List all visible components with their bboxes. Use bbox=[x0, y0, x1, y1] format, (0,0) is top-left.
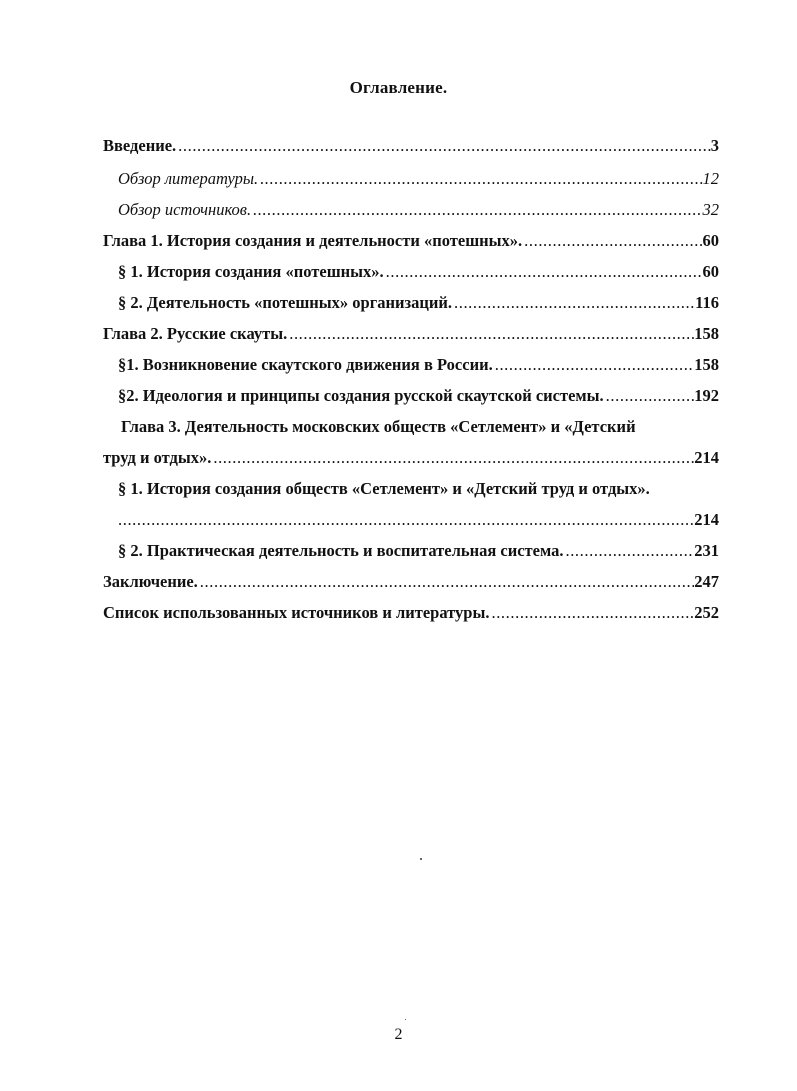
toc-entry-page: 214 bbox=[694, 448, 719, 467]
toc-leader-dots bbox=[454, 293, 695, 313]
toc-entry-label: §2. Идеология и принципы создания русской скаутской системы. bbox=[118, 386, 604, 405]
toc-entry-chapter-2[interactable] bbox=[103, 324, 719, 344]
toc-entry-page: 158 bbox=[694, 324, 719, 343]
scan-speck bbox=[420, 858, 422, 860]
toc-entry-label: Глава 1. История создания и деятельности «потешных». bbox=[103, 231, 523, 250]
toc-leader-dots bbox=[495, 355, 695, 375]
toc-entry-label: § 2. Практическая деятельность и воспитательная система. bbox=[118, 541, 564, 560]
toc-leader-dots bbox=[606, 386, 695, 406]
toc-entry-label: Список использованных источников и литературы. bbox=[103, 603, 490, 622]
toc-leader-dots bbox=[565, 541, 694, 561]
toc-entry-chapter-3-line-1[interactable]: Глава 3. Деятельность московских обществ «Сетлемент» и «Детский bbox=[121, 417, 636, 436]
toc-entry-page: 60 bbox=[702, 262, 719, 281]
toc-leader-dots bbox=[386, 262, 703, 282]
toc-leader-dots bbox=[178, 136, 711, 156]
toc-entry-page: 32 bbox=[702, 200, 719, 219]
toc-leader-dots bbox=[491, 603, 694, 623]
toc-leader-dots bbox=[289, 324, 694, 344]
toc-entry-page: 214 bbox=[694, 510, 719, 529]
toc-entry-chapter-1[interactable] bbox=[103, 231, 719, 251]
toc-entry-label: Введение. bbox=[103, 136, 177, 155]
toc-entry-label: §1. Возникновение скаутского движения в России. bbox=[118, 355, 493, 374]
toc-leader-dots bbox=[524, 231, 702, 251]
toc-entry-label: Заключение. bbox=[103, 572, 198, 591]
toc-leader-dots bbox=[200, 572, 694, 592]
toc-leader-dots bbox=[260, 169, 702, 189]
toc-entry-label: § 1. История создания «потешных». bbox=[118, 262, 384, 281]
toc-entry-conclusion[interactable] bbox=[103, 572, 719, 592]
toc-entry-intro[interactable] bbox=[103, 136, 719, 156]
toc-entry-chapter-3-section-1-line-1[interactable]: § 1. История создания обществ «Сетлемент» и «Детский труд и отдых». bbox=[118, 479, 650, 498]
toc-leader-dots bbox=[253, 200, 702, 220]
toc-entry-page: 192 bbox=[694, 386, 719, 405]
toc-entry-page: 231 bbox=[694, 541, 719, 560]
toc-entry-label: § 2. Деятельность «потешных» организаций. bbox=[118, 293, 452, 312]
toc-entry-bibliography[interactable] bbox=[103, 603, 719, 623]
toc-entry-sources-review[interactable] bbox=[118, 200, 719, 220]
toc-entry-label: Обзор источников. bbox=[118, 200, 252, 219]
toc-entry-lit-review[interactable] bbox=[118, 169, 719, 189]
toc-entry-page: 60 bbox=[702, 231, 719, 250]
toc-leader-dots bbox=[118, 510, 694, 530]
toc-entry-page: 247 bbox=[694, 572, 719, 591]
toc-entry-chapter-3[interactable] bbox=[103, 448, 719, 468]
toc-entry-page: 12 bbox=[702, 169, 719, 188]
toc-entry-label: Глава 2. Русские скауты. bbox=[103, 324, 288, 343]
page-number: 2 bbox=[394, 1026, 403, 1043]
toc-leader-dots bbox=[213, 448, 694, 468]
toc-entry-chapter-2-section-1[interactable] bbox=[118, 355, 719, 375]
scan-speck bbox=[405, 1019, 406, 1020]
toc-entry-page: 252 bbox=[694, 603, 719, 622]
page-title: Оглавление. bbox=[349, 78, 448, 97]
toc-entry-chapter-1-section-1[interactable] bbox=[118, 262, 719, 282]
toc-entry-page: 158 bbox=[694, 355, 719, 374]
toc-entry-chapter-2-section-2[interactable] bbox=[118, 386, 719, 406]
toc-entry-chapter-3-section-2[interactable] bbox=[118, 541, 719, 561]
toc-entry-label: труд и отдых». bbox=[103, 448, 212, 467]
toc-entry-page: 3 bbox=[710, 136, 719, 155]
toc-entry-chapter-1-section-2[interactable] bbox=[118, 293, 719, 313]
toc-entry-chapter-3-section-1[interactable] bbox=[118, 510, 719, 530]
toc-entry-page: 116 bbox=[695, 293, 719, 312]
toc-entry-label: Обзор литературы. bbox=[118, 169, 259, 188]
